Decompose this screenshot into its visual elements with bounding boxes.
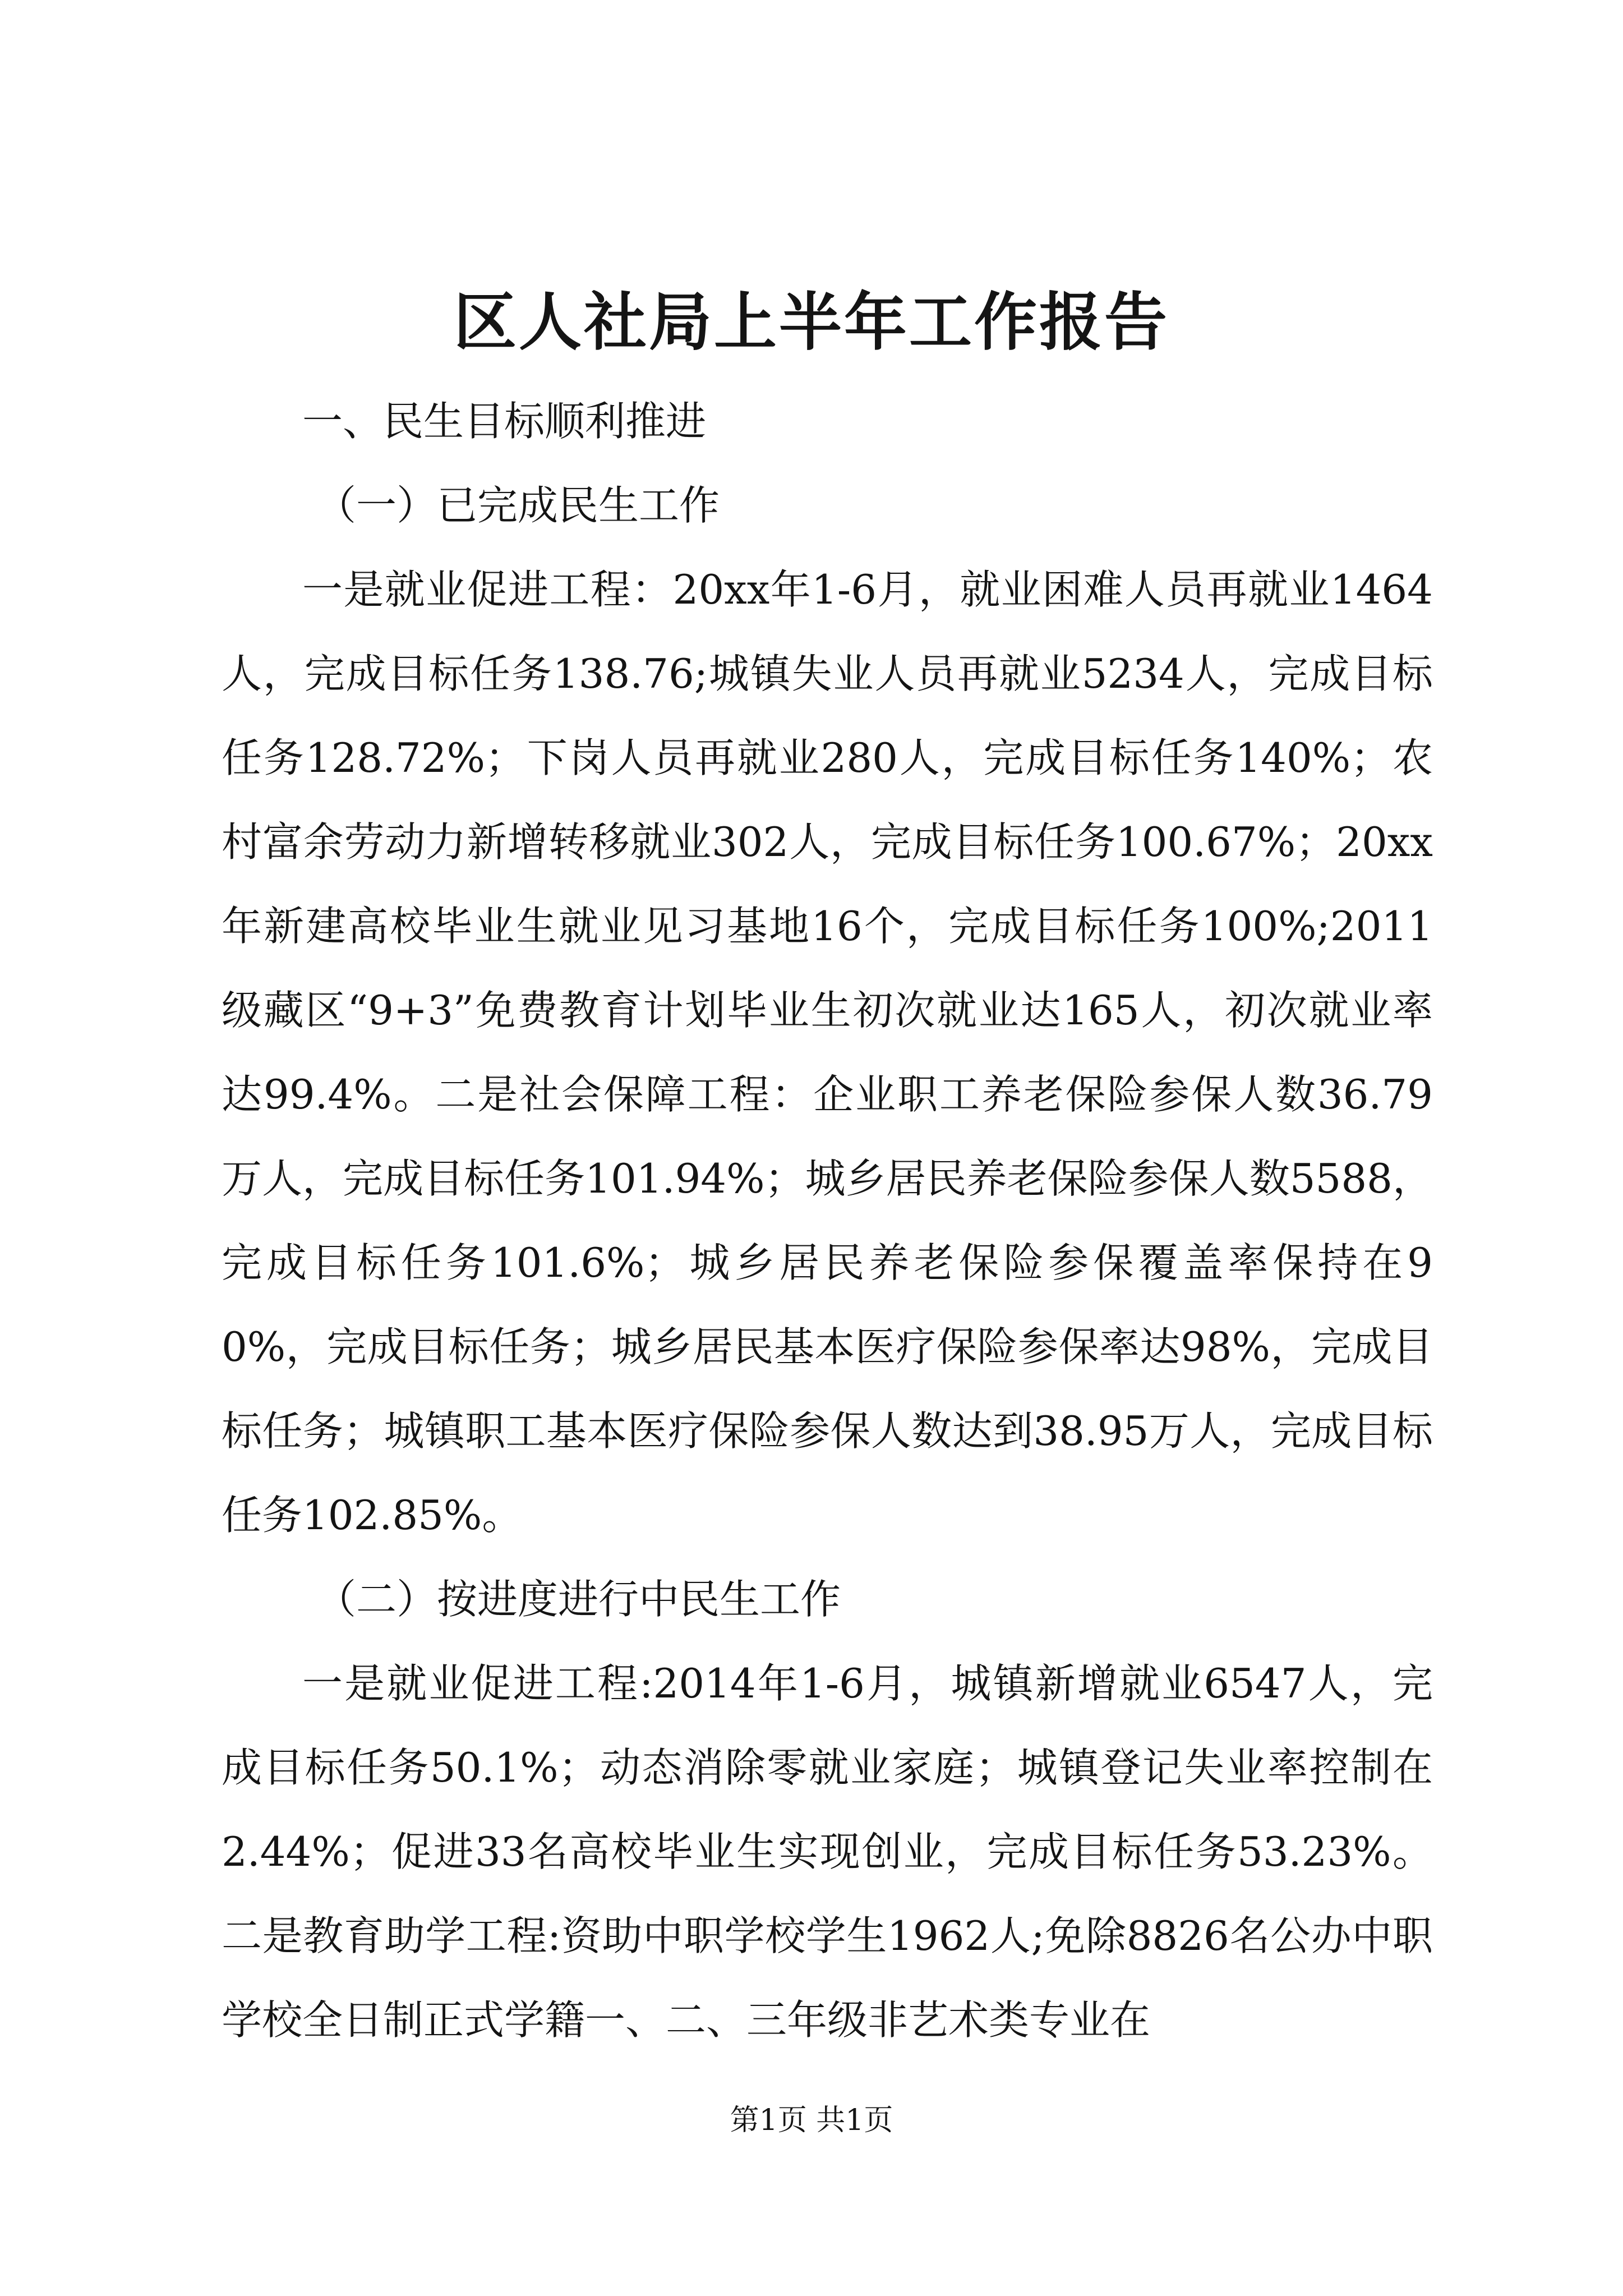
document-title: 区人社局上半年工作报告 <box>454 286 1169 359</box>
subsection-heading: （一）已完成民生工作 <box>316 482 720 529</box>
body-paragraph: 一是就业促进工程：20xx年1-6月，就业困难人员再就业1464人，完成目标任务138.76;城镇失业人员再就业5234人，完成目标任务128.72%；下岗人员再就业280人，完成目标任务140%；农村富余劳动力新增转移就业302人，完成目标任务100.67%；20xx年新建高校毕业生就业见习基地16个，完成目标任务100%;2011级藏区“9+3”免费教育计划毕业生初次就业达165人，初次就业率达99.4%。二是社会保障工程：企业职工养老保险参保人数36.79万人，完成目标任务101.94%；城乡居民养老保险参保人数5588，完成目标任务101.6%；城乡居民养老保险参保覆盖率保持在90%，完成目标任务；城乡居民基本医疗保险参保率达98%，完成目标任务；城镇职工基本医疗保险参保人数达到38.95万人，完成目标任务102.85%。 <box>222 566 1433 1539</box>
page-footer: 第1页 共1页 <box>730 2104 893 2137</box>
document-body <box>222 379 1433 2062</box>
section-heading: 一、民生目标顺利推进 <box>302 398 707 445</box>
subsection-heading: （二）按进度进行中民生工作 <box>316 1576 841 1623</box>
body-paragraph: 一是就业促进工程:2014年1-6月，城镇新增就业6547人，完成目标任务50.1%；动态消除零就业家庭；城镇登记失业率控制在2.44%；促进33名高校毕业生实现创业，完成目标任务53.23%。二是教育助学工程:资助中职学校学生1962人;免除8826名公办中职学校全日制正式学籍一、二、三年级非艺术类专业在 <box>222 1660 1433 2044</box>
